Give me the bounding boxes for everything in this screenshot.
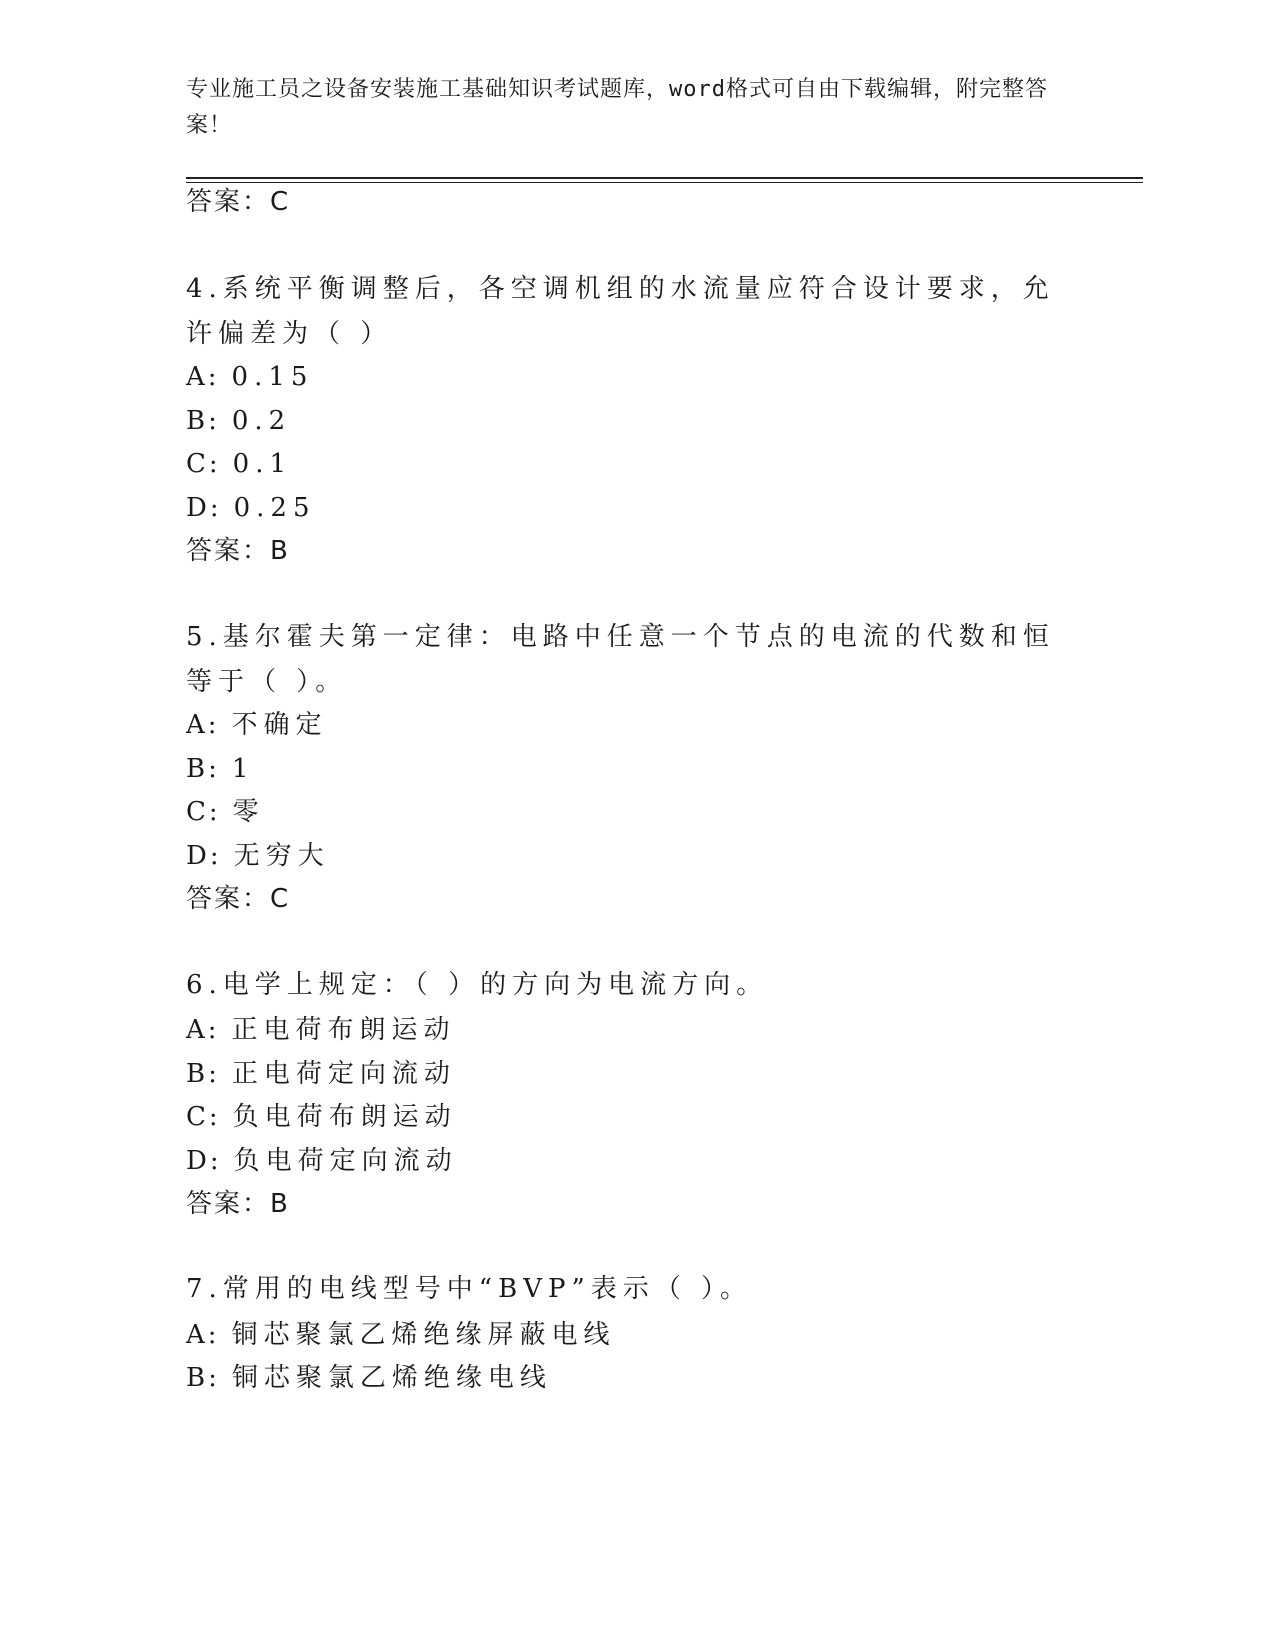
question-5-option-d: D: 无穷大 (186, 841, 330, 871)
question-6-option-a: A: 正电荷布朗运动 (186, 1015, 456, 1045)
document-header: 专业施工员之设备安装施工基础知识考试题库，word格式可自由下载编辑，附完整答案！ (186, 77, 1048, 138)
header-divider-thin (186, 182, 1143, 183)
header-divider-thick (186, 177, 1143, 179)
question-5-option-b: B: 1 (186, 754, 255, 784)
question-4-option-b: B: 0.2 (186, 406, 292, 436)
question-6-option-b: B: 正电荷定向流动 (186, 1059, 456, 1089)
prev-question-answer: 答案：C (186, 187, 291, 217)
question-6-answer: 答案：B (186, 1189, 290, 1219)
question-4-option-d: D: 0.25 (186, 493, 316, 523)
question-6-stem: 6.电学上规定：（ ）的方向为电流方向。 (186, 970, 769, 1000)
question-4-stem: 4.系统平衡调整后，各空调机组的水流量应符合设计要求，允许偏差为（ ） (186, 274, 1055, 349)
question-5-answer: 答案：C (186, 884, 291, 914)
question-5-option-c: C: 零 (186, 797, 265, 827)
question-7-option-b: B: 铜芯聚氯乙烯绝缘电线 (186, 1363, 552, 1393)
question-6-option-c: C: 负电荷布朗运动 (186, 1102, 457, 1132)
question-7-option-a: A: 铜芯聚氯乙烯绝缘屏蔽电线 (186, 1320, 616, 1350)
question-5-option-a: A: 不确定 (186, 710, 328, 740)
question-4-option-c: C: 0.1 (186, 449, 293, 479)
question-5-stem: 5.基尔霍夫第一定律：电路中任意一个节点的电流的代数和恒等于（ ）。 (186, 622, 1055, 697)
question-4-option-a: A: 0.15 (186, 362, 314, 392)
question-6-option-d: D: 负电荷定向流动 (186, 1146, 458, 1176)
question-4-answer: 答案：B (186, 536, 290, 566)
question-7-stem: 7.常用的电线型号中“BVP”表示（ ）。 (186, 1274, 753, 1304)
